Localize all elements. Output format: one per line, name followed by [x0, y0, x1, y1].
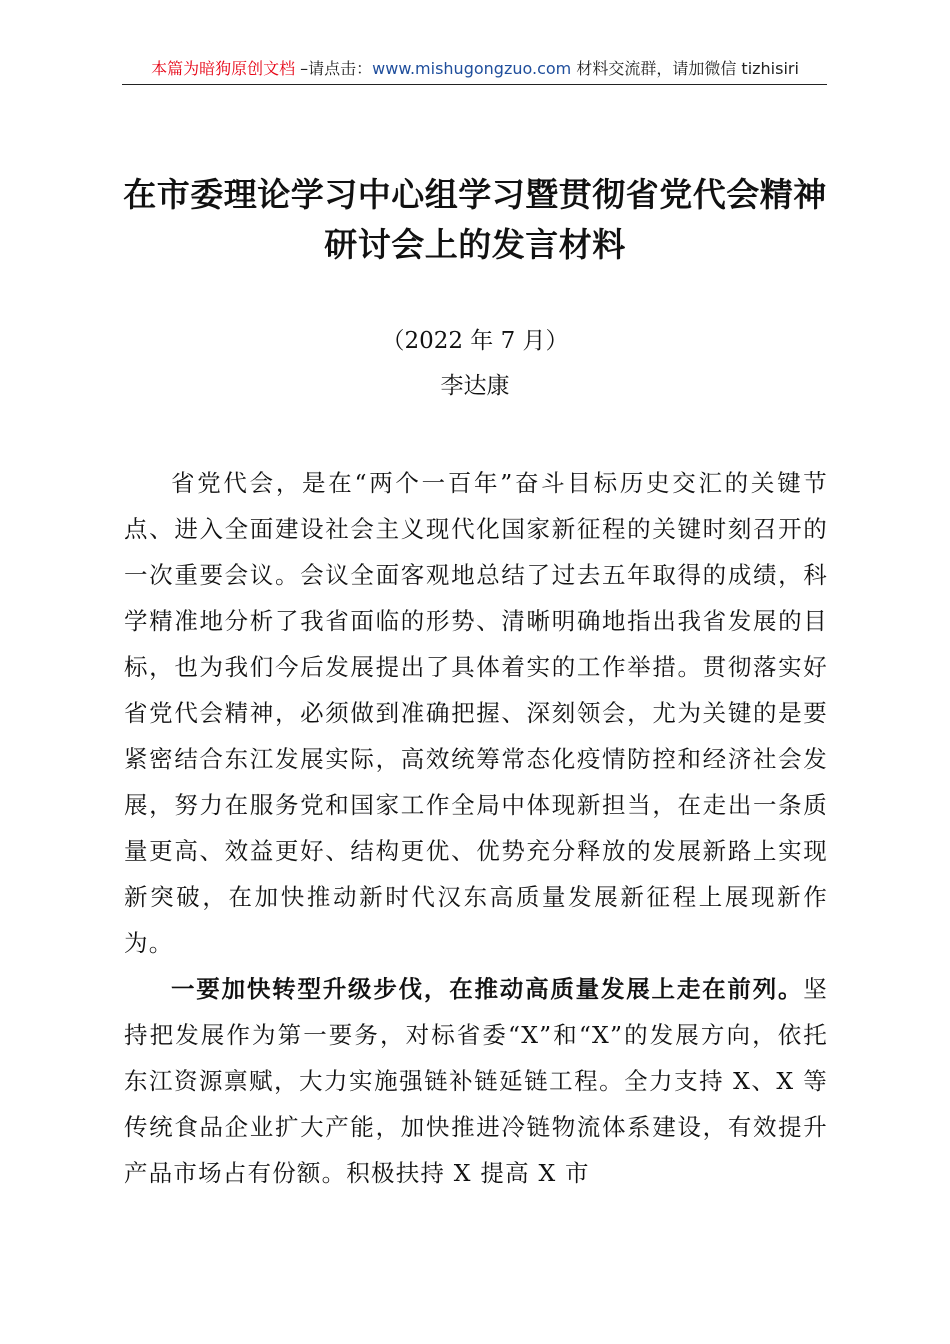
body-paragraph-2 [124, 966, 828, 1196]
header-divider [122, 84, 827, 85]
body-paragraph-1: 省党代会，是在“两个一百年”奋斗目标历史交汇的关键节点、进入全面建设社会主义现代化国家新征程的关键时刻召开的一次重要会议。会议全面客观地总结了过去五年取得的成绩，科学精准地分析了我省面临的形势、清晰明确地指出我省发展的目标，也为我们今后发展提出了具体着实的工作举措。贯彻落实好省党代会精神，必须做到准确把握、深刻领会，尤为关键的是要紧密结合东江发展实际，高效统筹常态化疫情防控和经济社会发展，努力在服务党和国家工作全局中体现新担当，在走出一条质量更高、效益更好、结构更优、优势充分释放的发展新路上实现新突破，在加快推动新时代汉东高质量发展新征程上展现新作为。 [124, 469, 828, 957]
section-heading: 一要加快转型升级步伐，在推动高质量发展上走在前列。 [171, 975, 804, 1003]
promo-header [0, 58, 950, 80]
header-click-text: –请点击： [295, 59, 373, 78]
document-author: 李达康 [440, 373, 510, 399]
section-body: 坚持把发展作为第一要务，对标省委“X”和“X”的发展方向，依托东江资源禀赋，大力实施强链补链延链工程。全力支持 X、X 等传统食品企业扩大产能，加快推进冷链物流体系建设，有效提升产品市场占有份额。积极扶持 X 提高 X 市 [124, 975, 828, 1187]
document-title: 在市委理论学习中心组学习暨贯彻省党代会精神研讨会上的发言材料 [123, 175, 827, 264]
document-date: （2022 年 7 月） [381, 328, 569, 354]
header-website-link[interactable]: www.mishugongzuo.com [372, 59, 572, 78]
header-contact-text: 材料交流群，请加微信 tizhisiri [571, 59, 799, 78]
header-brand-text: 本篇为暗狗原创文档 [151, 59, 296, 78]
